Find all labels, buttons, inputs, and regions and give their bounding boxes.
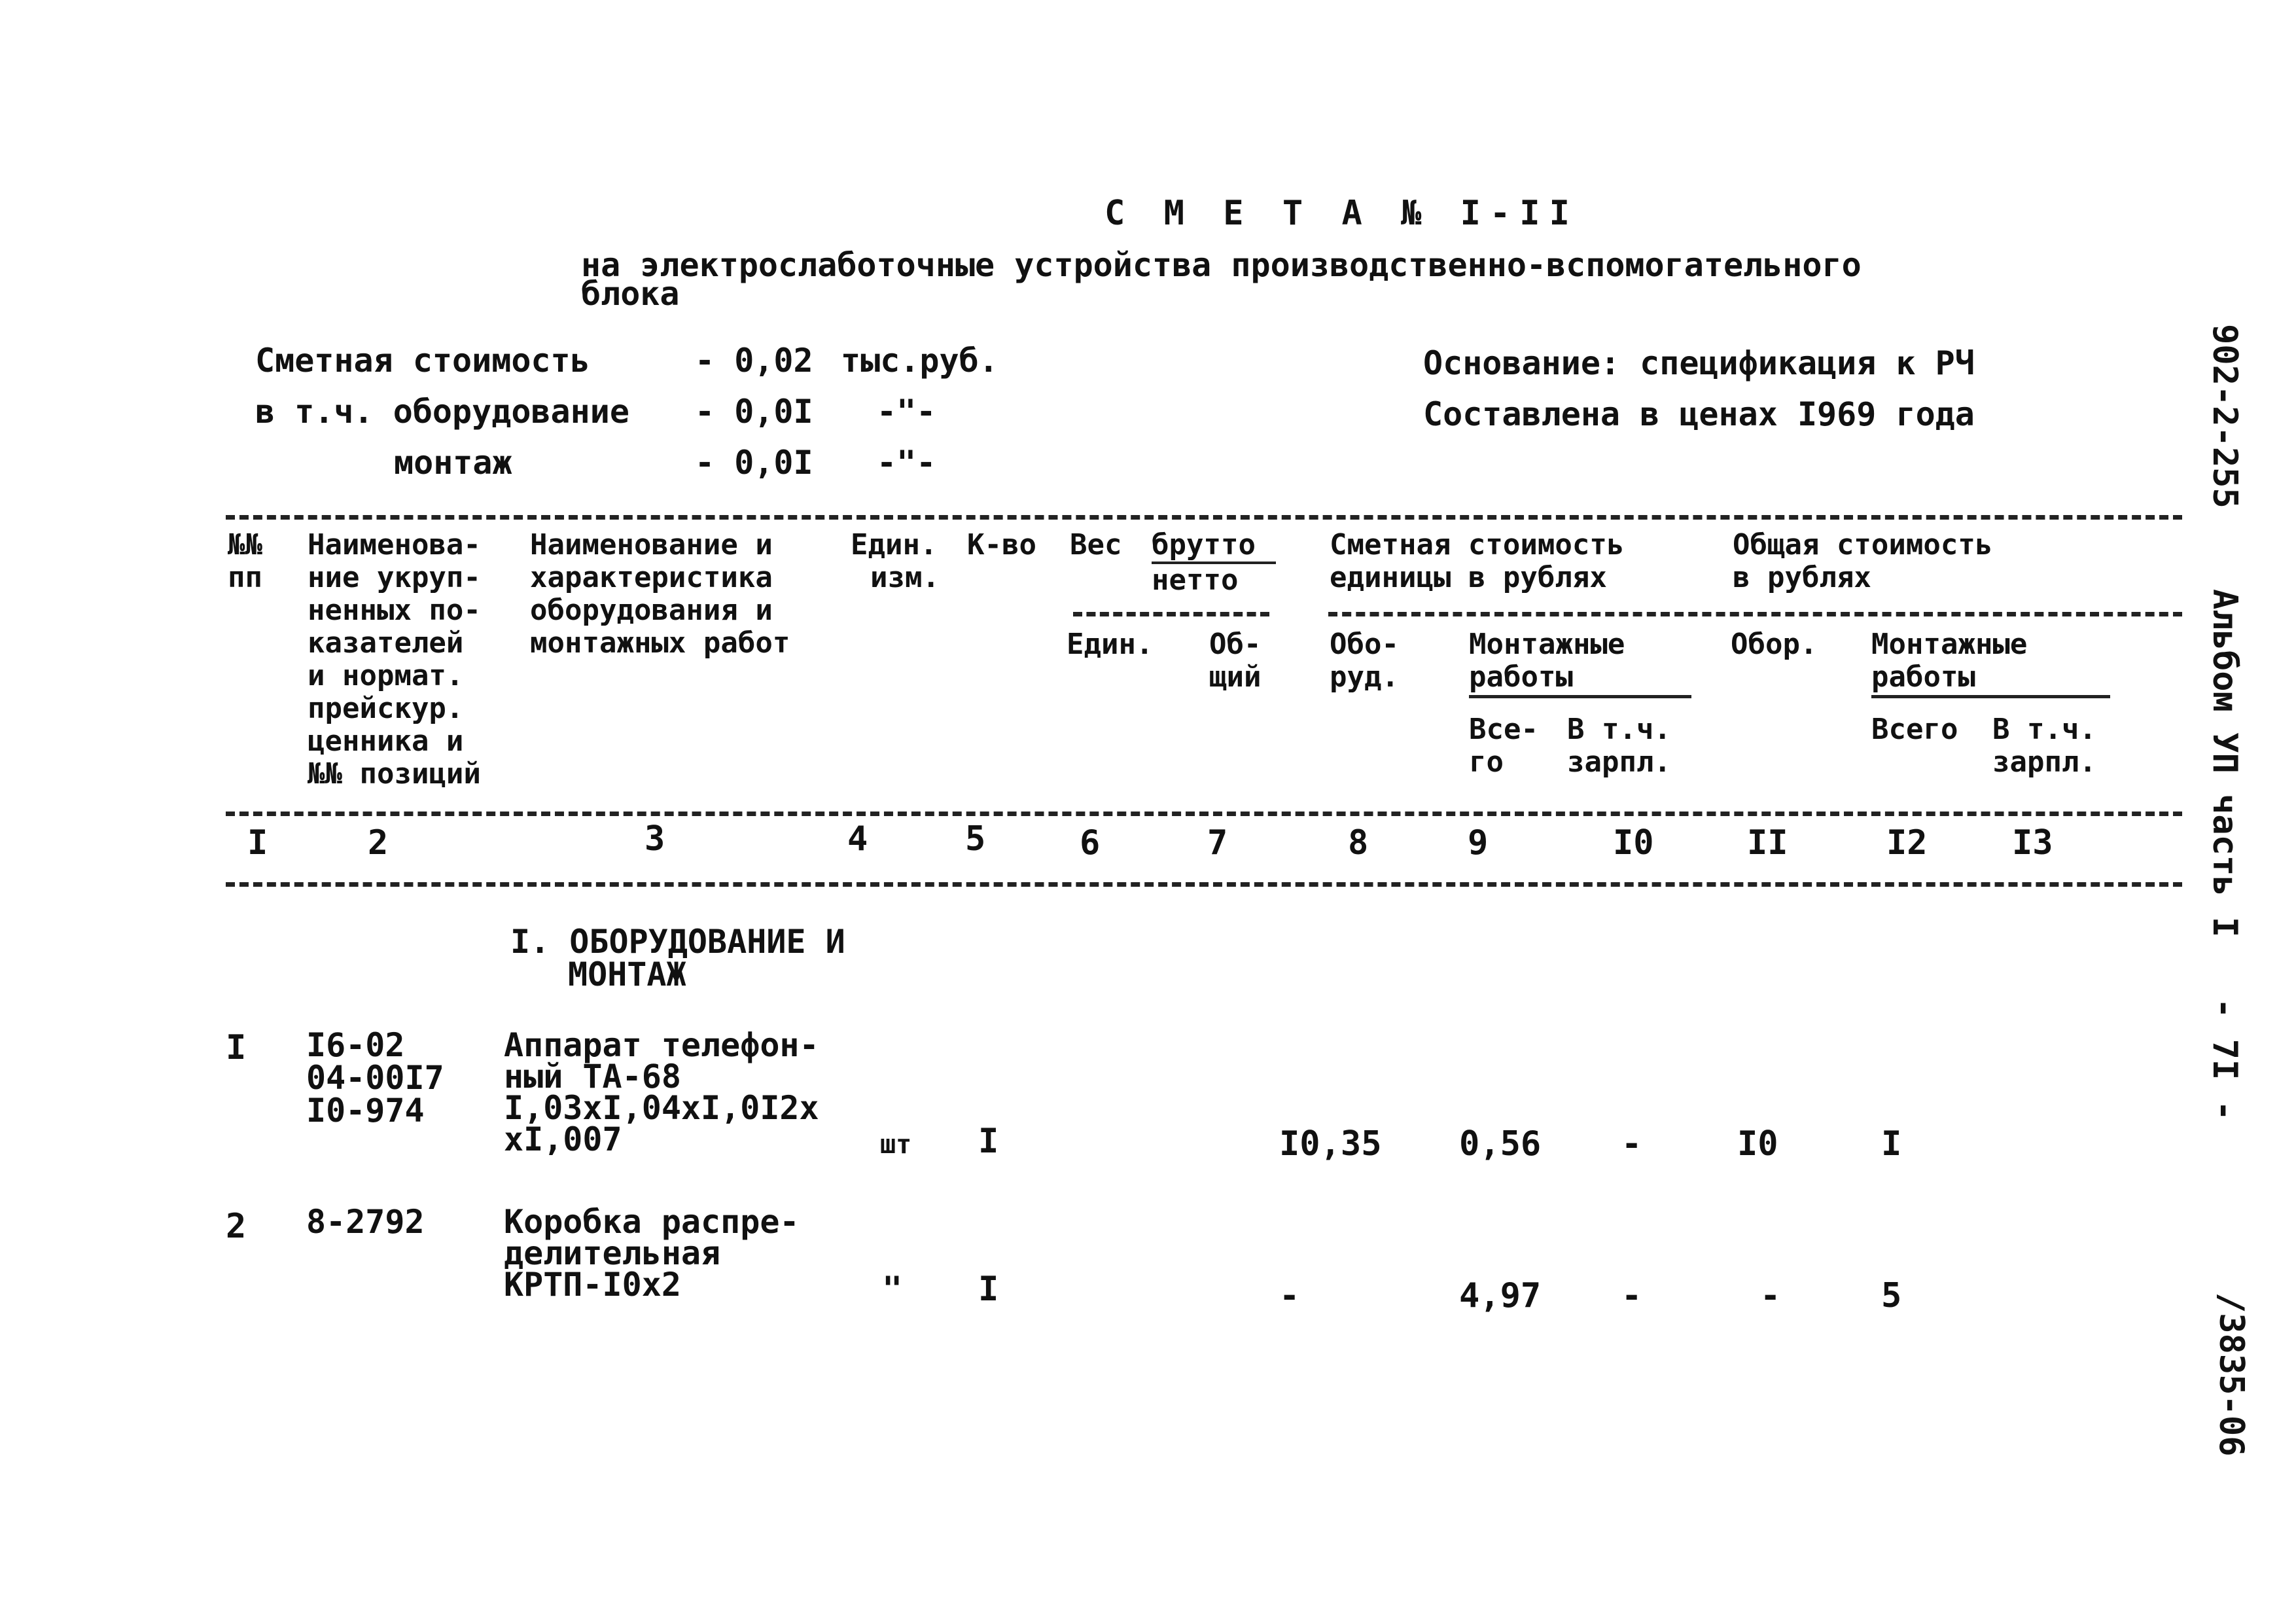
equipment-value: - 0,0I	[695, 393, 813, 431]
row1-name-1: Аппарат телефон-	[504, 1026, 819, 1064]
header-mount-line2: работы	[1469, 660, 1573, 694]
mounting-value: - 0,0I	[695, 444, 813, 482]
row2-qty: I	[978, 1270, 999, 1309]
header-col2-line6: прейскур.	[308, 692, 464, 725]
row2-number: 2	[226, 1207, 247, 1246]
header-total-cost-line1: Общая стоимость	[1733, 528, 1993, 562]
header-col1-line1: №№	[228, 528, 262, 562]
estimate-subtitle-line1: на электрослаботочные устройства производственно-вспомогательного	[581, 246, 1862, 284]
row2-unit: "	[882, 1270, 903, 1309]
row2-mount: 4,97	[1459, 1276, 1542, 1315]
row1-code-1: I6-02	[306, 1026, 405, 1064]
header-col2-line7: ценника и	[308, 724, 464, 758]
row1-mount: 0,56	[1459, 1124, 1542, 1164]
row1-equip-total: I0	[1737, 1124, 1778, 1164]
col-number-2: 2	[368, 823, 389, 863]
col-number-8: 8	[1348, 823, 1369, 863]
row2-name-2: делительная	[504, 1234, 721, 1272]
row2-equip-total: -	[1760, 1276, 1781, 1315]
row2-equip: -	[1279, 1276, 1300, 1315]
row1-qty: I	[978, 1122, 999, 1161]
row1-equip: I0,35	[1279, 1124, 1382, 1164]
side-album: Альбом УП часть I	[2205, 589, 2244, 938]
mount-total-underline	[1871, 695, 2110, 698]
header-col3-line1: Наименование и	[530, 528, 773, 562]
row2-mount-total: 5	[1881, 1276, 1902, 1315]
header-col2-line8: №№ позиций	[308, 757, 481, 791]
header-mount-total-line1: Монтажные	[1871, 628, 2028, 661]
header-incl-total-line2: зарпл.	[1992, 745, 2096, 779]
header-all-line2: го	[1469, 745, 1504, 779]
header-col5: К-во	[967, 528, 1036, 562]
mounting-label: монтаж	[394, 444, 512, 482]
rule-header-bottom	[226, 812, 2182, 816]
side-page: - 7I -	[2205, 998, 2244, 1121]
row2-name-1: Коробка распре-	[504, 1203, 800, 1241]
header-col2-line3: ненных по-	[308, 594, 481, 627]
header-col1-line2: пп	[228, 561, 262, 594]
header-equip-line1: Обо-	[1330, 628, 1399, 661]
rule-weight-split	[1073, 612, 1269, 616]
cost-label: Сметная стоимость	[255, 342, 590, 380]
row2-code-1: 8-2792	[306, 1203, 425, 1241]
mount-underline	[1469, 695, 1691, 698]
header-unit-cost-line2: единицы в рублях	[1330, 561, 1607, 594]
header-unit-cost-line1: Сметная стоимость	[1330, 528, 1625, 562]
prices-text: Составлена в ценах I969 года	[1423, 395, 1975, 433]
row1-number: I	[226, 1028, 247, 1067]
rule-numbers-bottom	[226, 882, 2182, 887]
row1-code-3: I0-974	[306, 1092, 425, 1130]
cost-value: - 0,02	[695, 342, 813, 380]
estimate-title: С М Е Т А № I-II	[1104, 194, 1579, 233]
row2-name-3: КРТП-I0х2	[504, 1266, 681, 1304]
col-number-13: I3	[2012, 823, 2053, 863]
header-col2-line1: Наименова-	[308, 528, 481, 562]
header-total-cost-line2: в рублях	[1733, 561, 1871, 594]
rule-top	[226, 515, 2182, 520]
header-col2-line2: ние укруп-	[308, 561, 481, 594]
header-col3-line3: оборудования и	[530, 594, 773, 627]
section-title-line2: МОНТАЖ	[568, 955, 686, 993]
row1-name-4: хI,007	[504, 1120, 622, 1158]
cost-unit: тыс.руб.	[841, 342, 998, 380]
col-number-6: 6	[1080, 823, 1101, 863]
col-number-3: 3	[645, 819, 665, 859]
row1-unit: шт	[880, 1130, 912, 1160]
basis-text: Основание: спецификация к РЧ	[1423, 344, 1975, 382]
side-doc-number: /3835-06	[2212, 1293, 2251, 1457]
col-number-4: 4	[847, 819, 868, 859]
header-all-total: Всего	[1871, 713, 1958, 746]
header-incl-total-line1: В т.ч.	[1992, 713, 2096, 746]
row1-name-3: I,03хI,04хI,0I2х	[504, 1089, 819, 1127]
row1-name-2: ный ТА-68	[504, 1058, 681, 1096]
header-equip-line2: руд.	[1330, 660, 1399, 694]
header-mount-total-line2: работы	[1871, 660, 1975, 694]
col-number-5: 5	[965, 819, 986, 859]
row1-code-2: 04-00I7	[306, 1059, 444, 1097]
header-brutto: брутто	[1152, 528, 1256, 562]
header-weight: Вес	[1070, 528, 1122, 562]
header-weight-unit: Един.	[1067, 628, 1154, 661]
header-incl-line2: зарпл.	[1567, 745, 1671, 779]
header-incl-line1: В т.ч.	[1567, 713, 1671, 746]
row1-wage: -	[1621, 1124, 1642, 1164]
estimate-subtitle-line2: блока	[581, 275, 680, 313]
rule-cost-split	[1328, 612, 2182, 616]
equipment-label: в т.ч. оборудование	[255, 393, 629, 431]
header-col3-line4: монтажных работ	[530, 626, 790, 660]
mounting-unit: -"-	[877, 444, 936, 482]
side-code: 902-2-255	[2205, 324, 2244, 508]
header-col2-line4: казателей	[308, 626, 464, 660]
col-number-10: I0	[1613, 823, 1654, 863]
row2-wage: -	[1621, 1276, 1642, 1315]
header-weight-total-line1: Об-	[1209, 628, 1262, 661]
equipment-unit: -"-	[877, 393, 936, 431]
col-number-9: 9	[1468, 823, 1489, 863]
header-netto: нетто	[1152, 563, 1239, 597]
col-number-1: I	[247, 823, 268, 863]
row1-mount-total: I	[1881, 1124, 1902, 1164]
header-col3-line2: характеристика	[530, 561, 773, 594]
col-number-11: II	[1747, 823, 1788, 863]
col-number-7: 7	[1207, 823, 1228, 863]
section-title-line1: I. ОБОРУДОВАНИЕ И	[510, 923, 845, 961]
header-col4-line1: Един.	[851, 528, 938, 562]
header-all-line1: Все-	[1469, 713, 1538, 746]
col-number-12: I2	[1886, 823, 1928, 863]
header-col4-line2: изм.	[870, 561, 940, 594]
header-weight-total-line2: щий	[1209, 660, 1262, 694]
header-equip-total: Обор.	[1731, 628, 1818, 661]
header-col2-line5: и нормат.	[308, 659, 464, 692]
header-mount-line1: Монтажные	[1469, 628, 1625, 661]
